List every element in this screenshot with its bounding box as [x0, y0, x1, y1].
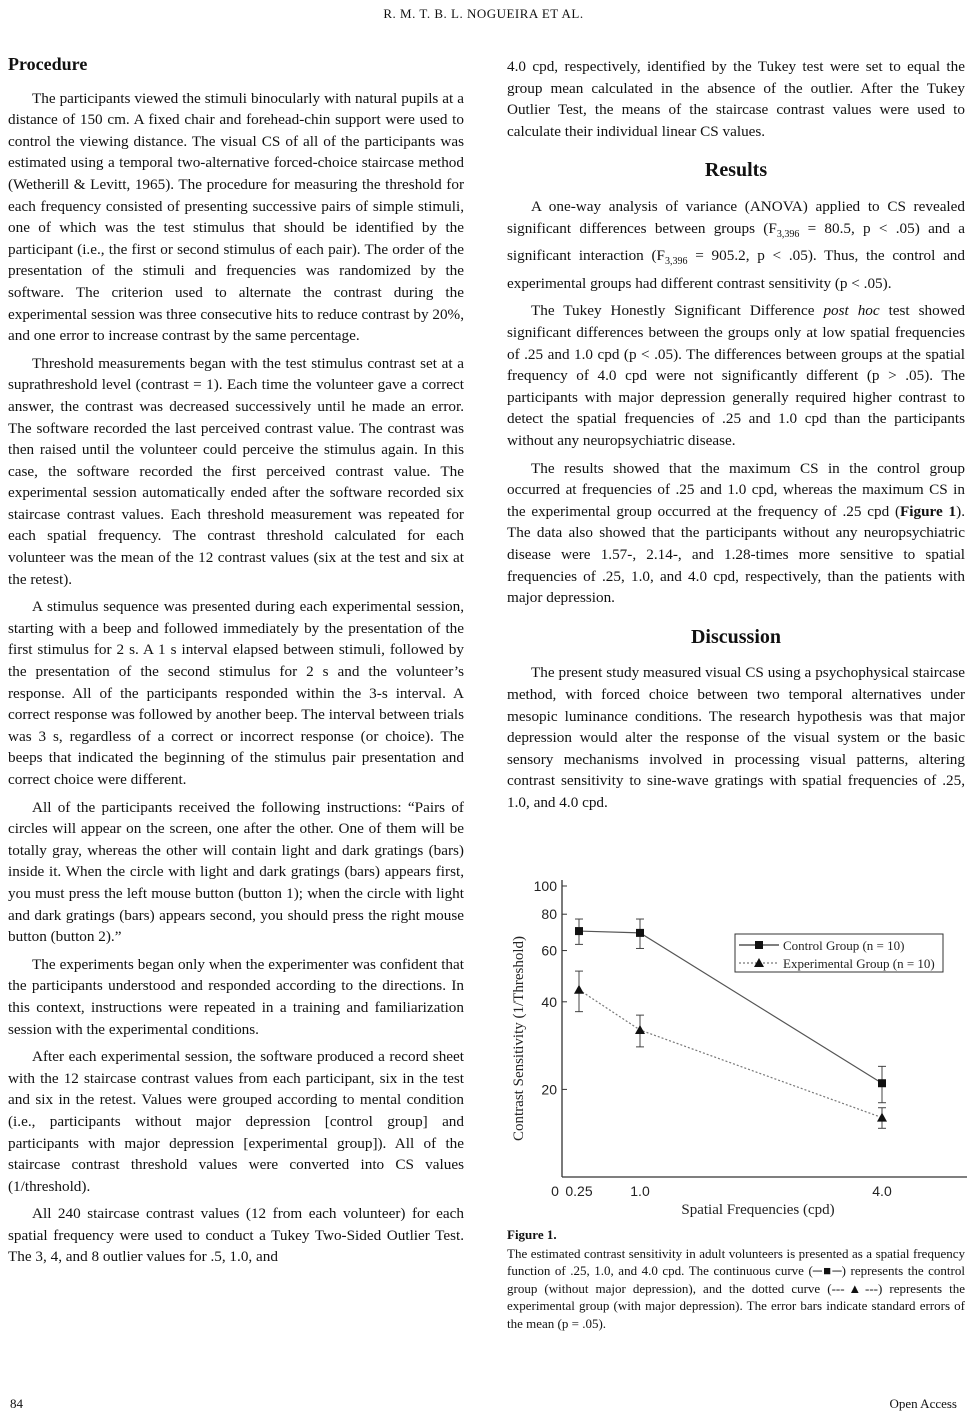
figure-caption	[507, 1226, 965, 1332]
x-tick-label: 0.25	[565, 1183, 593, 1199]
discussion-heading: Discussion	[690, 625, 782, 648]
caption-title: Figure 1.	[507, 1227, 557, 1242]
text-run: ). The data also showed that the participants without any neuropsychiatric disease were 1.57-, 2.14-, and 1.28-times more sensitive to spatial frequencies of .25, 1.0, and 4.0 cpd, respectively, than the patients with major depression.	[507, 502, 965, 607]
data-point-triangle	[877, 1113, 887, 1122]
text-run: test showed significant differences between the groups only at low spatial frequencies of .25 and 1.0 cpd (p < .05). The differences between groups at the spatial frequency of 4.0 cpd were not significantly different (p > .05). The participants with major depression generally required higher contrast to detect the spatial frequencies of .25 and 1.0 cpd than the participants without any neuropsychiatric disease.	[507, 302, 965, 449]
procedure-paragraph: All 240 staircase contrast values (12 from each volunteer) for each spatial frequency were used to conduct a Tukey Two-Sided Outlier Test. The 3, 4, and 8 outlier values for .5, 1.0, and	[8, 1205, 464, 1266]
page-number: 84	[10, 1396, 23, 1411]
y-tick-label: 20	[541, 1081, 557, 1098]
x-tick-label: 0	[551, 1183, 559, 1199]
cs-chart	[505, 872, 967, 1217]
data-point-square	[636, 929, 644, 937]
legend-label: Control Group (n = 10)	[783, 938, 905, 953]
legend-label: Experimental Group (n = 10)	[783, 956, 935, 971]
text-run: = 905.2, p < .05). Thus, the control and experimental groups had different contrast sensitivity (p < .05).	[507, 247, 965, 292]
x-axis-label: Spatial Frequencies (cpd)	[681, 1202, 835, 1217]
right-column	[507, 56, 965, 819]
results-heading: Results	[704, 159, 768, 182]
procedure-paragraph: All of the participants received the following instructions: “Pairs of circles will appear on the screen, one after the other. One of them will be totally gray, whereas the other will contain light and dark gratings (bars) inside it. When the circle with light and dark gratings (bars) appears first, you must press the left mouse button (button 1); when the circle with light and dark gratings (bars) appears second, you should press the right mouse button (button 2).”	[8, 798, 464, 946]
text-run: = 80.5, p < .05) and a significant interaction (F	[507, 219, 966, 265]
results-paragraph-1	[507, 196, 965, 294]
results-paragraph-2	[507, 300, 965, 451]
x-tick-label: 4.0	[872, 1183, 892, 1199]
legend-marker-square	[755, 941, 763, 949]
procedure-heading: Procedure	[8, 54, 88, 74]
y-axis-label: Contrast Sensitivity (1/Threshold)	[511, 936, 527, 1141]
y-tick-label: 100	[533, 878, 557, 894]
y-tick-label: 40	[541, 993, 557, 1010]
y-tick-label: 60	[541, 942, 557, 959]
data-point-square	[878, 1079, 886, 1087]
figure-1	[505, 872, 967, 1217]
procedure-paragraph: The experiments began only when the experimenter was confident that the participants understood and responded according to the directions. In this context, instructions were repeated in a training and familiarization session with the experimental conditions.	[8, 955, 464, 1038]
procedure-paragraph: The participants viewed the stimuli binocularly with natural pupils at a distance of 150 cm. A fixed chair and forehead-chin support were used to control the viewing distance. The visual CS of all of the participants was estimated using a temporal two-alternative forced-choice staircase method (Wetherill & Levitt, 1965). The procedure for measuring the threshold for each frequency consisted of presenting successive pairs of simple stimuli, one of which was the test stimulus that should be identified by the participant (i.e., the first or second stimulus of each pair). The order of the presentation of the stimuli and frequencies was randomized by the software. The criterion used to alternate the contrast during the experimental session was three consecutive hits to reduce contrast by 20%, and one error to increase contrast by the same percentage.	[8, 89, 464, 345]
procedure-paragraph: Threshold measurements began with the test stimulus contrast set at a suprathreshold level (contrast = 1). Each time the volunteer gave a correct answer, the contrast was decreased successively until he made an error. The software recorded the last perceived contrast value. The contrast was then raised until the volunteer could perceive the stimulus again. In this case, the software recorded the first perceived contrast value. The experimental session automatically ended after the software recorded six staircase contrast values. Each threshold measurement was repeated for each spatial frequency. The contrast threshold calculated for each volunteer was the mean of the 12 contrast values (six at the test and six at the retest).	[8, 354, 464, 588]
results-paragraph-3	[507, 458, 965, 609]
emphasis: post hoc	[823, 302, 880, 320]
text-run: The results showed that the maximum CS in the control group occurred at frequencies of .25 and 1.0 cpd, whereas the maximum CS in the experimental group occurred at the frequency of .25 cpd (	[507, 459, 965, 520]
figure-reference: Figure 1	[900, 502, 957, 520]
text-run: The Tukey Honestly Significant Difference	[531, 302, 824, 320]
text-run: A one-way analysis of variance (ANOVA) applied to CS revealed significant differences between groups (F	[507, 197, 965, 237]
procedure-paragraph: After each experimental session, the software produced a record sheet with the 12 staircase contrast values from each participant, six in the test and six in the retest. Values were grouped according to mental condition (i.e., participants without major depression [control group] and participants with major depression [experimental group]). All of the staircase contrast threshold values were converted into CS values (1/threshold).	[8, 1048, 464, 1195]
subscript: 3,396	[776, 228, 800, 240]
data-point-triangle	[574, 985, 584, 994]
discussion-paragraph: The present study measured visual CS using a psychophysical staircase method, with forced choice between two temporal alternatives under mesopic luminance conditions. The research hypothesis was that major depression would alter the response of the visual system or the basic sensory mechanisms involved in processing visual patterns, altering contrast sensitivity to sine-wave gratings with spatial frequencies of .25, 1.0, and 4.0 cpd.	[507, 664, 965, 811]
data-point-square	[575, 927, 583, 935]
running-head: R. M. T. B. L. NOGUEIRA ET AL.	[383, 6, 584, 21]
series-line	[579, 990, 882, 1118]
journal-label: Open Access	[889, 1396, 957, 1411]
continued-paragraph: 4.0 cpd, respectively, identified by the Tukey test were set to equal the group mean calculated in the absence of the outlier. After the Tukey Outlier Test, the means of the staircase contrast values were used to calculate their individual linear CS values.	[507, 58, 965, 140]
subscript: 3,396	[665, 256, 688, 268]
procedure-paragraph: A stimulus sequence was presented during each experimental session, starting with a beep and followed immediately by the presentation of the first stimulus for 2 s. A 1 s interval elapsed between stimuli, followed by the presentation of the second stimulus for 2 s and the volunteer’s response. All of the participants responded within the 3-s interval. A correct response was followed by another beep. The interval between trials was 3 s, regardless of a correct or incorrect response (or choice). The beeps that indicated the beginning of the stimulus pair presentation and correct choice were different.	[8, 598, 464, 788]
caption-text: The estimated contrast sensitivity in adult volunteers is presented as a spatial frequency function of .25, 1.0, and 4.0 cpd. The continuous curve (─■─) represents the control group (without major depression), and the dotted curve (---▲---) represents the experimental group (with major depression). The error bars indicate standard errors of the mean (p = .05).	[507, 1245, 965, 1331]
left-column	[8, 54, 464, 1274]
y-tick-label: 80	[541, 906, 557, 923]
x-tick-label: 1.0	[630, 1183, 650, 1199]
data-point-triangle	[635, 1025, 645, 1034]
